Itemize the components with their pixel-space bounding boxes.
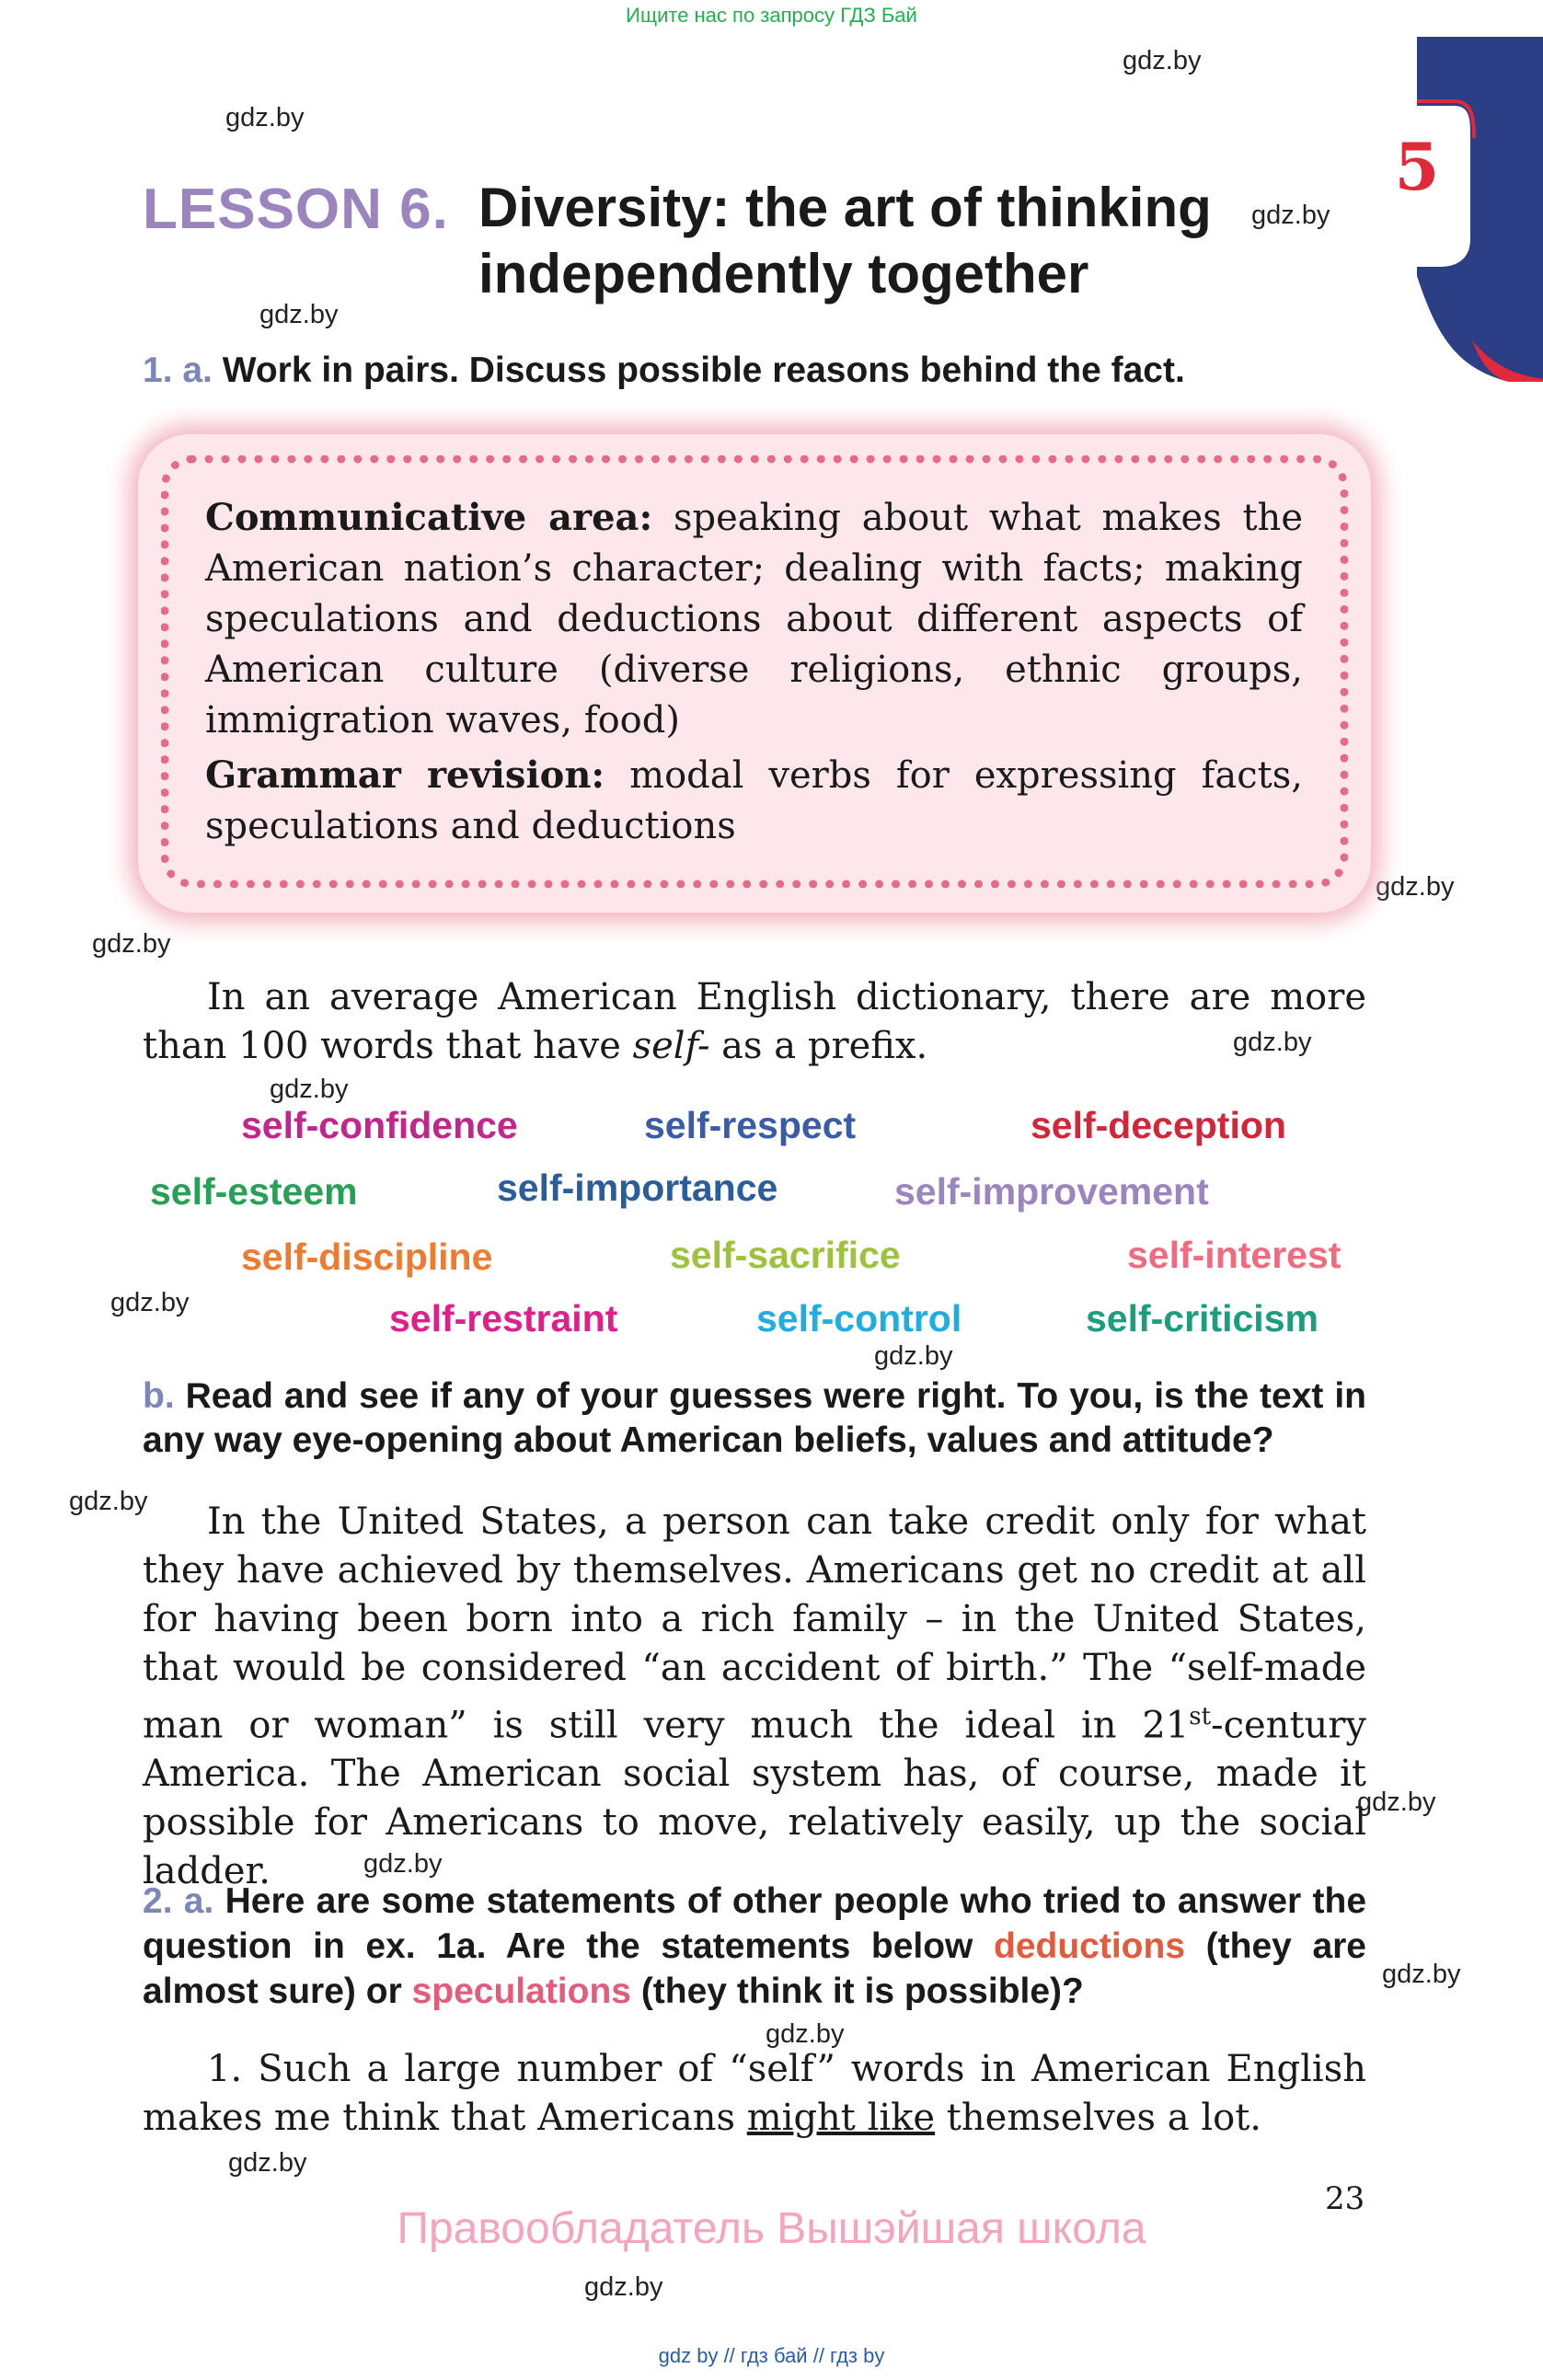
lesson-title-line-2: independently together	[478, 243, 1089, 305]
objectives-text	[205, 492, 1303, 852]
self-word: self-esteem	[150, 1170, 358, 1213]
self-word: self-improvement	[894, 1170, 1209, 1213]
watermark: gdz.by	[363, 1849, 443, 1879]
watermark: gdz.by	[228, 2148, 307, 2178]
bottom-links: gdz by // гдз бай // гдз by	[658, 2344, 885, 2367]
watermark: gdz.by	[1382, 1960, 1461, 1989]
self-word: self-deception	[1031, 1104, 1286, 1146]
watermark: gdz.by	[92, 929, 171, 959]
watermark: gdz.by	[874, 1341, 953, 1371]
lesson-title	[478, 175, 1212, 307]
copyright-notice: Правообладатель Вышэйшая школа	[397, 2204, 1146, 2253]
communicative-area-text: speaking about what makes the American nation’s character; dealing with facts; making speculations and deductions about different aspects of American culture (diverse religions, ethnic groups, immigration waves, food)	[205, 497, 1303, 742]
self-word: self-restraint	[389, 1297, 618, 1339]
task-instruction: Read and see if any of your guesses were right. To you, is the text in any way eye-opening about American beliefs, values and attitude?	[143, 1376, 1366, 1460]
page-number: 23	[1325, 2180, 1365, 2217]
watermark: gdz.by	[766, 2019, 845, 2049]
watermark: gdz.by	[1233, 1028, 1312, 1057]
lesson-title-line-1: Diversity: the art of thinking	[478, 177, 1212, 238]
intro-paragraph: In an average American English dictionary, there are more than 100 words that have self- as a prefix.	[143, 976, 1366, 1067]
modal-verb-underlined: might like	[746, 2097, 936, 2139]
statement-1: 1. Such a large number of “self” words in American English makes me think that Americans might like themselves a lot.	[143, 2048, 1366, 2139]
watermark: gdz.by	[270, 1075, 349, 1104]
grammar-revision-text: modal verbs for expressing facts, speculations and deductions	[205, 754, 1303, 847]
prefix-self: self-	[632, 1025, 710, 1067]
watermark: gdz.by	[69, 1487, 148, 1516]
task-number: b.	[143, 1376, 175, 1416]
task-number: 2. a.	[143, 1881, 214, 1921]
self-word: self-sacrifice	[670, 1234, 901, 1276]
watermark: gdz.by	[1357, 1788, 1436, 1817]
task-instruction: Work in pairs. Discuss possible reasons behind the fact.	[222, 351, 1185, 390]
lesson-label: LESSON 6.	[143, 178, 449, 241]
unit-tab	[1417, 37, 1543, 382]
self-word: self-importance	[497, 1167, 778, 1209]
watermark: gdz.by	[1123, 46, 1202, 75]
grammar-revision	[205, 750, 1303, 852]
task-1b	[143, 1374, 1366, 1463]
grammar-revision-label: Grammar revision:	[205, 753, 605, 797]
task-number: 1. a.	[143, 351, 213, 390]
self-word: self-confidence	[241, 1104, 518, 1146]
unit-number: 5	[1394, 129, 1440, 205]
watermark: gdz.by	[1376, 872, 1455, 902]
task-2a: 2. a. Here are some statements of other people who tried to answer the question in ex. 1a. Are the statements below deductions (they are almost sure) or speculations (they think it is possible)?	[143, 1881, 1367, 2011]
reading-text: In the United States, a person can take credit only for what they have achieved by themselves. Americans get no credit at all for having been born into a rich family – in the United States, that would be considered “an accident of birth.” The “self-made man or woman” is still very much the ideal in 21st-century America. The American social system has, of course, made it possible for Americans to move, relatively easily, up the social ladder.	[143, 1500, 1366, 1893]
communicative-area	[205, 492, 1303, 746]
communicative-area-label: Communicative area:	[205, 496, 653, 539]
top-search-note: Ищите нас по запросу ГДЗ Бай	[626, 4, 917, 27]
keyword-deductions: deductions	[994, 1926, 1186, 1966]
superscript-st: st	[1189, 1703, 1212, 1730]
self-word: self-discipline	[241, 1236, 493, 1278]
watermark: gdz.by	[110, 1288, 190, 1317]
watermark: gdz.by	[584, 2272, 663, 2302]
self-word: self-control	[756, 1297, 962, 1339]
self-word: self-criticism	[1086, 1297, 1318, 1339]
keyword-speculations: speculations	[411, 1972, 631, 2011]
watermark: gdz.by	[225, 103, 305, 132]
self-word: self-interest	[1127, 1234, 1341, 1276]
task-1a	[143, 348, 1366, 394]
watermark: gdz.by	[259, 300, 339, 329]
self-word: self-respect	[644, 1104, 857, 1146]
watermark: gdz.by	[1251, 201, 1330, 230]
